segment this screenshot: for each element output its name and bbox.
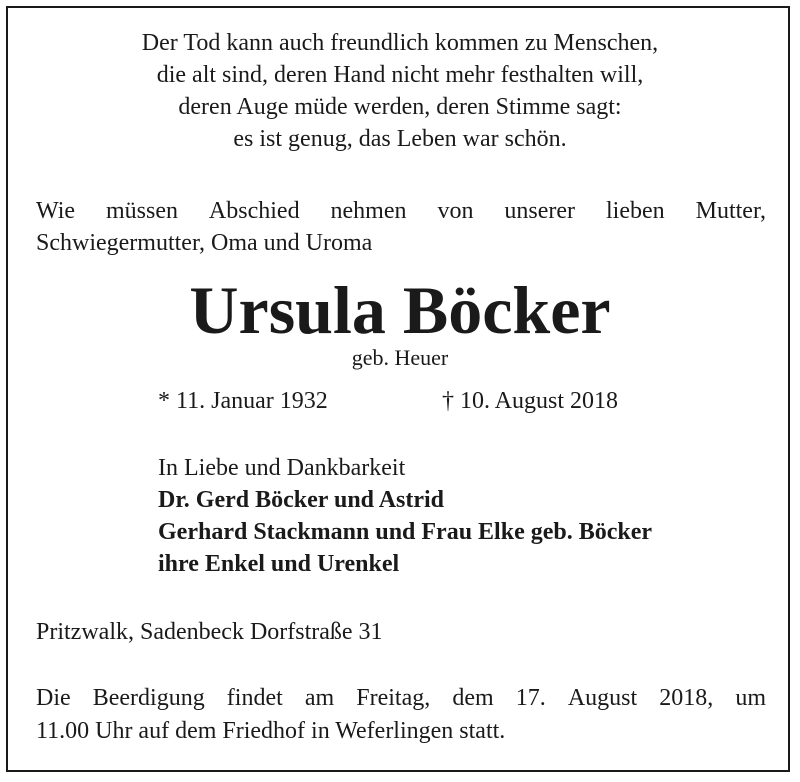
birth-date: * 11. Januar 1932 xyxy=(158,388,328,414)
funeral-word: 17. xyxy=(515,685,546,711)
funeral-word: Freitag, xyxy=(356,685,431,711)
intro-word: Wie xyxy=(36,198,76,224)
funeral-line-1 xyxy=(36,682,766,715)
mourners-intro: In Liebe und Dankbarkeit xyxy=(158,455,406,481)
poem-line: die alt sind, deren Hand nicht mehr festhalten will, xyxy=(156,62,644,88)
poem-line: es ist genug, das Leben war schön. xyxy=(233,126,567,152)
funeral-word: am xyxy=(304,685,335,711)
funeral-word: Die xyxy=(36,685,71,711)
intro-word: nehmen xyxy=(330,198,407,224)
death-date: † 10. August 2018 xyxy=(442,388,619,414)
mourner-line: Gerhard Stackmann und Frau Elke geb. Böcker xyxy=(158,519,653,545)
intro-word: von xyxy=(437,198,474,224)
intro-line-2: Schwiegermutter, Oma und Uroma xyxy=(36,230,373,256)
intro-word: Mutter, xyxy=(695,198,766,224)
maiden-name: geb. Heuer xyxy=(351,345,449,370)
address: Pritzwalk, Sadenbeck Dorfstraße 31 xyxy=(36,619,383,645)
intro-word: müssen xyxy=(105,198,178,224)
mourner-line: Dr. Gerd Böcker und Astrid xyxy=(158,487,445,513)
funeral-word: um xyxy=(735,685,766,711)
funeral-word: August xyxy=(567,685,638,711)
poem-line: Der Tod kann auch freundlich kommen zu Menschen, xyxy=(141,30,659,56)
deceased-name: Ursula Böcker xyxy=(189,272,611,348)
mourners xyxy=(158,452,652,580)
intro-line-1 xyxy=(36,195,766,227)
poem xyxy=(0,27,800,155)
intro-word: unserer xyxy=(504,198,576,224)
intro-text xyxy=(36,195,766,259)
funeral-info xyxy=(36,682,766,748)
funeral-line-2: 11.00 Uhr auf dem Friedhof in Weferlingen statt. xyxy=(36,718,506,744)
funeral-word: Beerdigung xyxy=(92,685,205,711)
funeral-word: 2018, xyxy=(659,685,714,711)
funeral-word: dem xyxy=(452,685,494,711)
intro-word: Abschied xyxy=(208,198,300,224)
intro-word: lieben xyxy=(606,198,665,224)
mourner-line: ihre Enkel und Urenkel xyxy=(158,551,400,577)
poem-line: deren Auge müde werden, deren Stimme sagt: xyxy=(178,94,622,120)
funeral-word: findet xyxy=(226,685,283,711)
